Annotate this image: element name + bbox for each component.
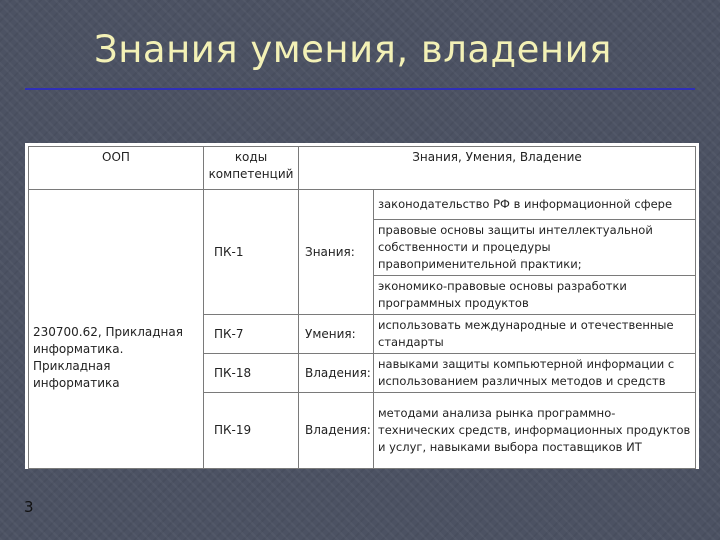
category-label: Знания: <box>299 190 374 315</box>
header-codes: коды компетенций <box>204 147 299 190</box>
competency-table <box>28 146 696 469</box>
competency-code: ПК-7 <box>204 315 299 354</box>
table-header-row <box>29 147 696 190</box>
page-number: 3 <box>24 498 34 516</box>
competency-code: ПК-19 <box>204 393 299 469</box>
table-row <box>29 190 696 220</box>
category-label: Владения: <box>299 354 374 393</box>
kuv-item: методами анализа рынка программно-технических средств, информационных продуктов и услуг, навыками выбора поставщиков ИТ <box>374 393 696 469</box>
slide-title: Знания умения, владения <box>94 28 612 71</box>
kuv-item: экономико-правовые основы разработки программных продуктов <box>374 276 696 315</box>
competency-code: ПК-1 <box>204 190 299 315</box>
kuv-item: правовые основы защиты интеллектуальной собственности и процедуры правоприменительной практики; <box>374 220 696 276</box>
competency-table-container <box>25 143 699 469</box>
kuv-item: навыками защиты компьютерной информации с использованием различных методов и средств <box>374 354 696 393</box>
title-underline <box>25 88 695 90</box>
category-label: Владения: <box>299 393 374 469</box>
kuv-item: законодательство РФ в информационной сфере <box>374 190 696 220</box>
kuv-item: использовать международные и отечественные стандарты <box>374 315 696 354</box>
header-kuv: Знания, Умения, Владение <box>299 147 696 190</box>
header-oop: ООП <box>29 147 204 190</box>
competency-code: ПК-18 <box>204 354 299 393</box>
program-cell: 230700.62, Прикладная информатика. Прикладная информатика <box>29 190 204 469</box>
category-label: Умения: <box>299 315 374 354</box>
